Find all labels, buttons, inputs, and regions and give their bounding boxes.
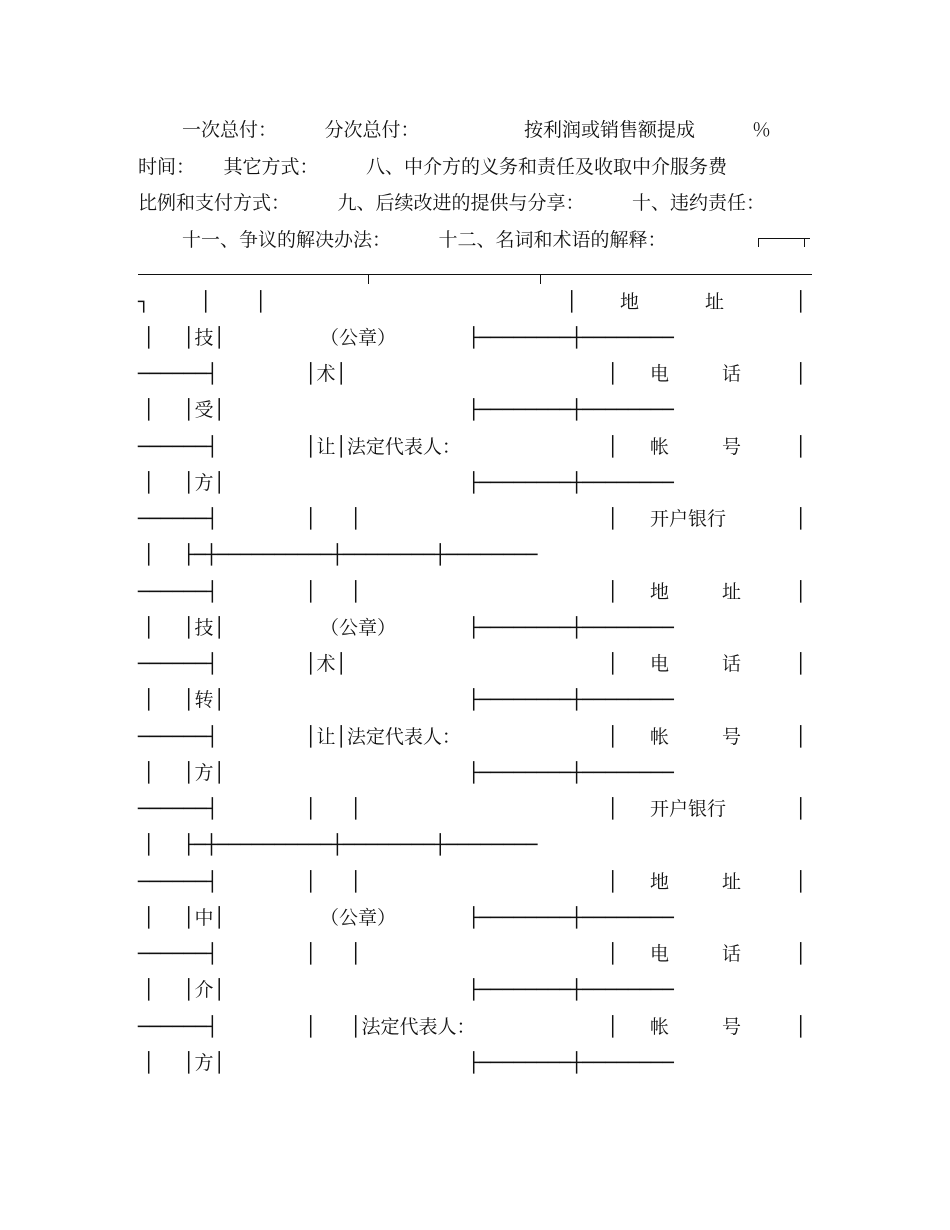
table-cell-text: │	[795, 653, 807, 675]
table-cell-text: ├────────┼────────	[468, 762, 674, 784]
table-cell-text: 话	[722, 943, 742, 965]
table-cell-text: │	[607, 436, 619, 458]
table-cell-text: │	[795, 798, 807, 820]
table-cell-text: │方│	[183, 762, 225, 784]
table-cell-text: │	[305, 508, 317, 530]
table-cell-text: │	[795, 291, 807, 313]
table-cell-text: │	[143, 472, 155, 494]
table-cell-text: ──────┤	[138, 1016, 219, 1038]
table-cell-text: 电	[650, 943, 670, 965]
table-cell-text: │中│	[183, 907, 225, 929]
table-cell-text: ├────────┼────────	[468, 617, 674, 639]
table-cell-text: 电	[650, 653, 670, 675]
table-cell-text: │	[795, 943, 807, 965]
table-cell-text: 帐	[650, 726, 670, 748]
table-cell-text: │	[143, 544, 155, 566]
table-cell-text: │	[795, 871, 807, 893]
table-cell-text: ──────┤	[138, 581, 219, 603]
table-cell-text: 址	[722, 581, 742, 603]
table-cell-text: ──────┤	[138, 508, 219, 530]
table-cell-text: │	[143, 907, 155, 929]
table-top-tick	[368, 274, 369, 284]
table-cell-text: │	[350, 871, 362, 893]
table-cell-text: │介│	[183, 979, 225, 1001]
table-cell-text: 话	[722, 363, 742, 385]
table-cell-text: 址	[705, 291, 725, 313]
table-cell-text: │	[607, 1016, 619, 1038]
paragraph-line-4: 十一、争议的解决办法： 十二、名词和术语的解释：	[182, 228, 667, 251]
table-cell-text: 电	[650, 363, 670, 385]
table-cell-text: │	[255, 291, 267, 313]
table-cell-text: │	[795, 363, 807, 385]
table-cell-text: │	[795, 726, 807, 748]
table-corner-tick	[804, 238, 805, 247]
table-cell-text: │	[350, 798, 362, 820]
paragraph-line-3: 比例和支付方式： 九、后续改进的提供与分享： 十、违约责任：	[138, 192, 766, 214]
table-cell-text: ┐	[138, 291, 150, 313]
table-cell-text: │	[607, 726, 619, 748]
table-cell-text: │	[607, 943, 619, 965]
table-cell-text: │技│	[183, 617, 225, 639]
table-cell-text: ──────┤	[138, 653, 219, 675]
table-cell-text: │法定代表人：	[350, 1016, 476, 1038]
table-cell-text: │	[305, 1016, 317, 1038]
table-cell-text: ├────────┼────────	[468, 907, 674, 929]
table-cell-text: 号	[722, 726, 742, 748]
table-cell-text: │	[795, 581, 807, 603]
paragraph-line-1: 一次总付： 分次总付： 按利润或销售额提成 ％	[182, 119, 772, 141]
table-cell-text: │受│	[183, 399, 225, 421]
table-corner-tick	[758, 238, 759, 247]
table-cell-text: ├────────┼────────	[468, 472, 674, 494]
table-cell-text: （公章）	[320, 617, 397, 639]
table-cell-text: │	[143, 689, 155, 711]
table-cell-text: （公章）	[320, 907, 397, 929]
table-cell-text: ──────┤	[138, 798, 219, 820]
table-cell-text: │	[143, 617, 155, 639]
table-cell-text: 号	[722, 436, 742, 458]
table-top-tick	[540, 274, 541, 284]
table-cell-text: 地	[620, 291, 640, 313]
table-cell-text: ──────┤	[138, 871, 219, 893]
table-top-right-corner	[758, 238, 810, 239]
table-cell-text: │让│法定代表人：	[305, 726, 461, 748]
table-cell-text: │	[143, 834, 155, 856]
table-cell-text: │	[795, 1016, 807, 1038]
table-cell-text: ├────────┼────────	[468, 979, 674, 1001]
table-cell-text: │	[350, 943, 362, 965]
table-top-rule	[138, 274, 812, 275]
table-cell-text: ├────────┼────────	[468, 1052, 674, 1074]
table-cell-text: ──────┤	[138, 436, 219, 458]
table-cell-text: │	[795, 436, 807, 458]
table-cell-text: │	[143, 1052, 155, 1074]
table-cell-text: ──────┤	[138, 726, 219, 748]
table-cell-text: ├────────┼────────	[468, 689, 674, 711]
table-cell-text: ├────────┼────────	[468, 327, 674, 349]
table-cell-text: ──────┤	[138, 943, 219, 965]
table-cell-text: 开户银行	[650, 798, 727, 820]
table-cell-text: │	[143, 399, 155, 421]
table-cell-text: │术│	[305, 363, 347, 385]
table-cell-text: │	[143, 762, 155, 784]
table-cell-text: │	[350, 508, 362, 530]
table-cell-text: │	[566, 291, 578, 313]
table-cell-text: ├────────┼────────	[468, 399, 674, 421]
table-cell-text: │	[607, 581, 619, 603]
table-cell-text: │	[143, 979, 155, 1001]
table-cell-text: 话	[722, 653, 742, 675]
table-cell-text: （公章）	[320, 327, 397, 349]
table-cell-text: │方│	[183, 1052, 225, 1074]
table-cell-text: │	[305, 943, 317, 965]
table-cell-text: ├─┼──────────┼────────┼────────	[183, 544, 538, 566]
table-cell-text: │让│法定代表人：	[305, 436, 461, 458]
table-cell-text: │转│	[183, 689, 225, 711]
table-cell-text: │	[200, 291, 212, 313]
table-cell-text: │	[305, 798, 317, 820]
table-cell-text: │	[607, 363, 619, 385]
table-cell-text: │技│	[183, 327, 225, 349]
table-cell-text: │	[305, 581, 317, 603]
table-cell-text: │	[143, 327, 155, 349]
table-cell-text: 号	[722, 1016, 742, 1038]
table-cell-text: │	[607, 798, 619, 820]
contract-text-paragraph	[138, 112, 813, 258]
table-cell-text: ├─┼──────────┼────────┼────────	[183, 834, 538, 856]
table-cell-text: 帐	[650, 436, 670, 458]
table-cell-text: 帐	[650, 1016, 670, 1038]
paragraph-line-2: 时间： 其它方式： 八、中介方的义务和责任及收取中介服务费	[138, 155, 728, 178]
table-cell-text: │	[305, 871, 317, 893]
table-cell-text: │方│	[183, 472, 225, 494]
table-cell-text: │	[350, 581, 362, 603]
table-cell-text: │	[607, 653, 619, 675]
table-cell-text: 地	[650, 581, 670, 603]
table-cell-text: ──────┤	[138, 363, 219, 385]
table-cell-text: │	[607, 871, 619, 893]
table-cell-text: │	[607, 508, 619, 530]
table-cell-text: 址	[722, 871, 742, 893]
table-cell-text: 地	[650, 871, 670, 893]
table-cell-text: │	[795, 508, 807, 530]
table-cell-text: │术│	[305, 653, 347, 675]
table-cell-text: 开户银行	[650, 508, 727, 530]
